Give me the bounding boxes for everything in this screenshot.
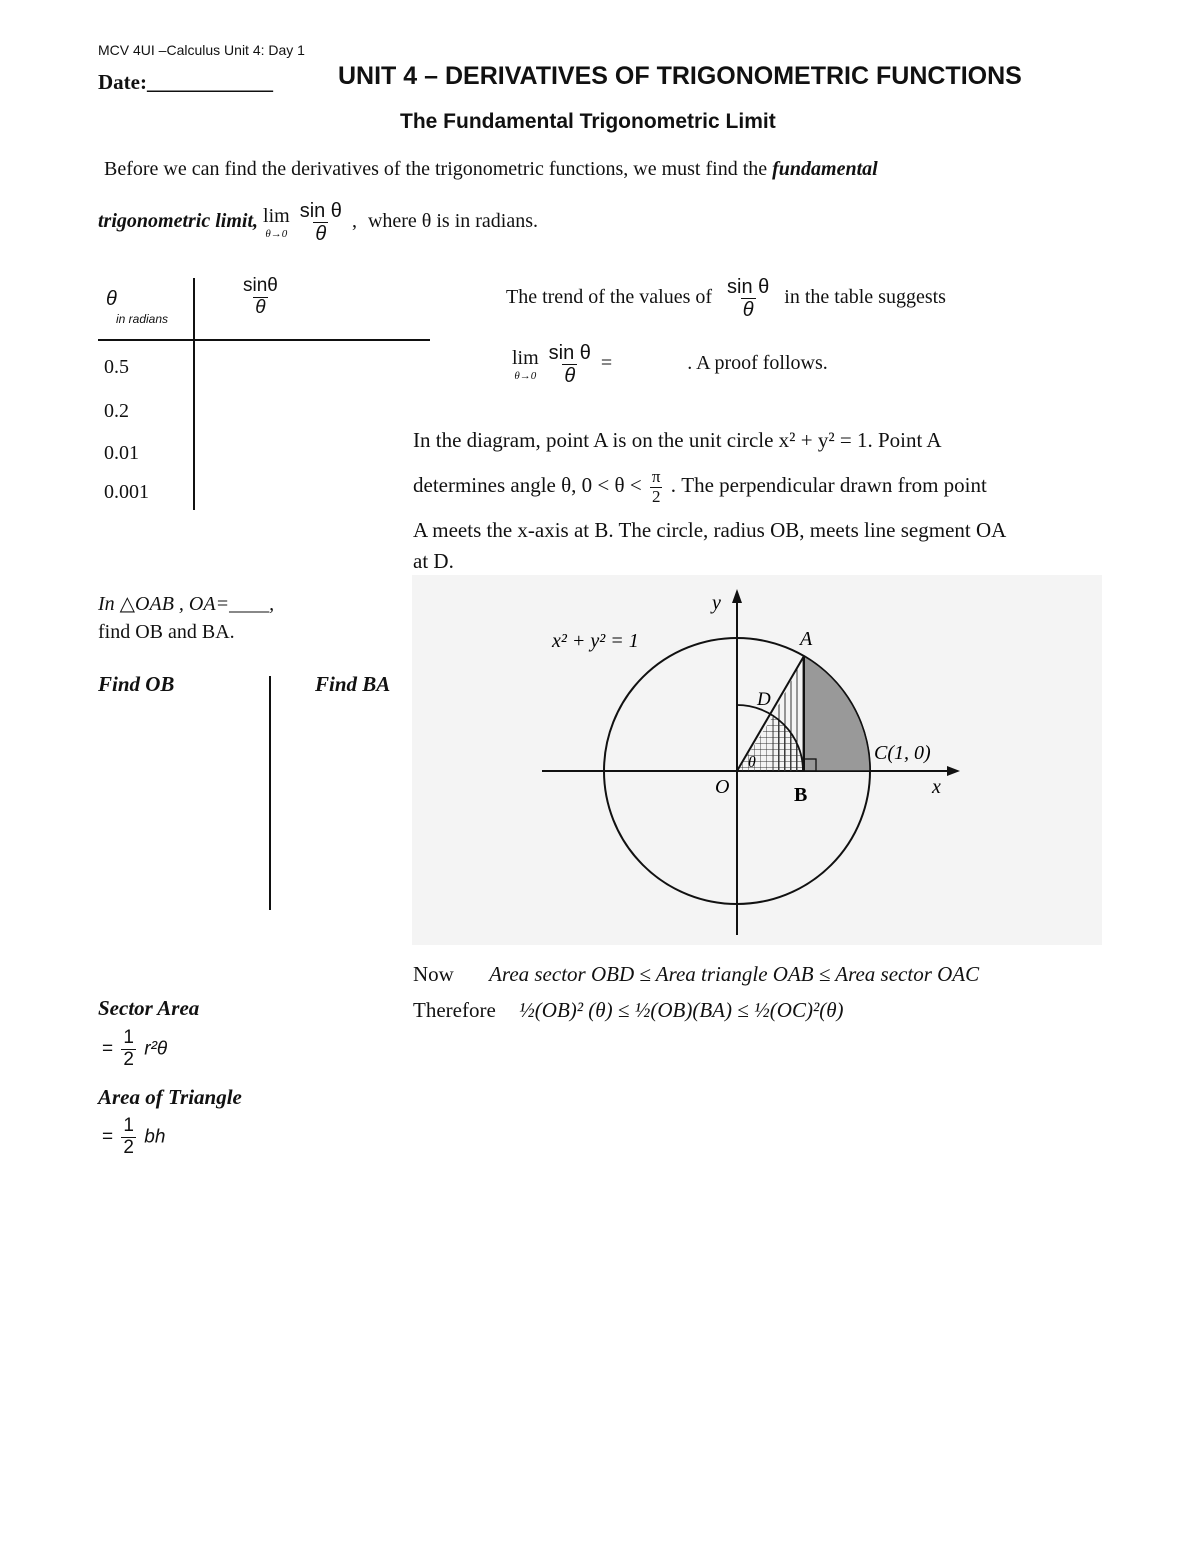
limit-expression (263, 205, 290, 240)
label-b: B (794, 784, 808, 806)
page-subtitle: The Fundamental Trigonometric Limit (400, 110, 776, 133)
fraction-numerator: sin θ (299, 200, 342, 222)
table-header-theta: θ (106, 288, 117, 310)
limit-frac-den: θ (564, 365, 576, 387)
course-header: MCV 4UI –Calculus Unit 4: Day 1 (98, 42, 305, 58)
equals-sign: = (102, 1126, 114, 1148)
page-title: UNIT 4 – DERIVATIVES OF TRIGONOMETRIC FUNCTIONS (338, 62, 1022, 90)
triangle-question (98, 590, 274, 646)
sector-area-formula (102, 1028, 167, 1071)
half-numerator: 1 (123, 1027, 134, 1048)
sector-area-heading: Sector Area (98, 996, 200, 1020)
therefore-inequality: ½(OB)² (θ) ≤ ½(OB)(BA) ≤ ½(OC)²(θ) (519, 998, 844, 1022)
now-inequality: Area sector OBD ≤ Area triangle OAB ≤ Area sector OAC (489, 962, 980, 986)
problem-line-3: A meets the x-axis at B. The circle, radius OB, meets line segment OA (413, 518, 1007, 542)
equals-sign: = (102, 1038, 114, 1060)
trend-frac-den: θ (742, 299, 754, 321)
equals-sign: = (600, 352, 613, 375)
triangle-formula-tail: bh (144, 1126, 166, 1148)
problem-line-4: at D. (413, 549, 454, 573)
intro-text: Before we can find the derivatives of the trigonometric functions, we must find the (104, 158, 768, 180)
table-vertical-rule (193, 278, 195, 510)
label-theta: θ (748, 754, 756, 771)
pi-numerator: π (651, 467, 661, 486)
problem-line-1: In the diagram, point A is on the unit circle x² + y² = 1. Point A (413, 428, 942, 452)
proof-follows: . A proof follows. (687, 352, 828, 375)
trend-statement (506, 276, 946, 321)
label-d: D (757, 689, 771, 710)
half-denominator: 2 (123, 1136, 134, 1158)
table-row: 0.5 (104, 356, 129, 378)
limit-frac-num: sin θ (548, 342, 591, 364)
problem-line-2b: . The perpendicular drawn from point (670, 473, 987, 497)
label-y: y (712, 592, 721, 614)
circle-equation: x² + y² = 1 (552, 630, 639, 652)
find-divider (269, 676, 271, 910)
therefore-statement (413, 998, 844, 1023)
problem-line-2 (413, 463, 1093, 508)
trend-text-after: in the table suggests (784, 286, 946, 309)
table-frac-num: sinθ (243, 275, 278, 296)
table-horizontal-rule (98, 339, 430, 341)
table-frac-den: θ (255, 296, 266, 318)
find-ob-heading: Find OB (98, 672, 175, 696)
sin-theta-fraction (298, 200, 344, 245)
label-o: O (715, 776, 730, 798)
half-numerator: 1 (123, 1115, 134, 1136)
trend-frac-num: sin θ (727, 276, 770, 298)
sector-formula-tail: r²θ (144, 1038, 168, 1060)
limit-equation (512, 342, 828, 387)
lim-subscript: θ→0 (514, 370, 537, 382)
now-statement (413, 962, 979, 987)
intro-emphasis-2: trigonometric limit, (98, 210, 259, 233)
fraction-denominator: θ (315, 223, 327, 245)
date-field: Date:____________ (98, 70, 273, 94)
table-row: 0.2 (104, 400, 129, 422)
intro-tail: where θ is in radians. (367, 210, 539, 233)
triangle-area-formula (102, 1116, 165, 1159)
problem-line-2a: determines angle θ, 0 < θ < (413, 473, 642, 497)
problem-statement (413, 418, 1093, 584)
therefore-label: Therefore (413, 998, 496, 1022)
label-c: C(1, 0) (874, 742, 931, 764)
lim-word: lim (263, 205, 290, 227)
comma: , (351, 210, 357, 233)
trend-text: The trend of the values of (506, 286, 713, 309)
label-x: x (932, 776, 941, 798)
lim-subscript: θ→0 (265, 228, 288, 240)
lim-word: lim (512, 347, 539, 369)
table-row: 0.001 (104, 481, 149, 503)
half-denominator: 2 (123, 1048, 134, 1070)
label-a: A (800, 628, 813, 650)
now-label: Now (413, 962, 454, 986)
intro-line-2 (98, 200, 538, 245)
triangle-area-heading: Area of Triangle (98, 1085, 242, 1109)
pi-denominator: 2 (651, 486, 661, 506)
intro-emphasis: fundamental (772, 158, 878, 180)
find-ba-heading: Find BA (315, 672, 391, 696)
intro-line-1 (104, 158, 878, 181)
triangle-question-line-1: In △OAB , OA=____, (98, 593, 275, 615)
table-header-sin-fraction (238, 276, 283, 319)
triangle-question-line-2: find OB and BA. (98, 621, 235, 643)
table-row: 0.01 (104, 442, 139, 464)
unit-circle-diagram (412, 575, 1102, 945)
table-header-radians: in radians (116, 312, 169, 326)
